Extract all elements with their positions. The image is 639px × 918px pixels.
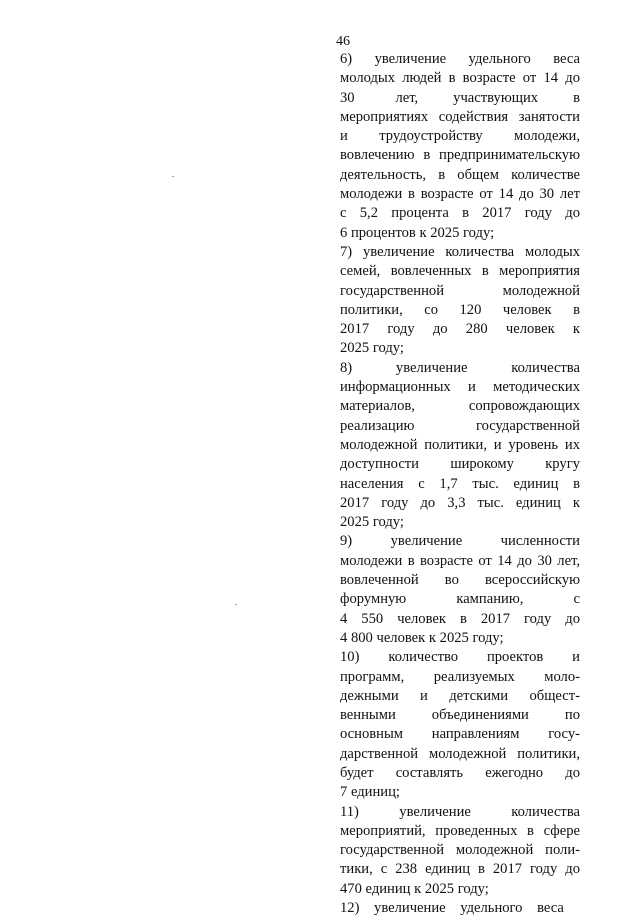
text-column — [340, 50, 580, 918]
text-line: 2025 году; — [340, 340, 404, 357]
text-line: дарственной молодежной политики, — [340, 745, 580, 762]
text-line: 6) увеличение удельного веса — [340, 51, 580, 67]
text-line: 4 800 человек к 2025 году; — [340, 629, 504, 646]
list-item — [340, 803, 580, 899]
page-number: 46 — [336, 34, 350, 49]
text-line: молодежи в возрасте от 14 до 30 лет — [340, 186, 580, 203]
text-line: 8) увеличение количества — [340, 359, 580, 376]
text-line: молодежи в возрасте от 14 до 30 лет, — [340, 552, 580, 569]
text-line: 12) увеличение удельного веса — [340, 900, 564, 917]
text-line: политики, со 120 человек в — [340, 301, 580, 318]
text-line: вовлеченной во всероссийскую — [340, 572, 580, 589]
text-line: форумную кампанию, с — [340, 591, 580, 608]
scan-speck — [235, 604, 237, 605]
text-line: 7 единиц; — [340, 784, 400, 801]
text-line: информационных и методических — [340, 379, 580, 396]
text-line: реализацию государственной — [340, 417, 580, 434]
scan-speck — [172, 176, 174, 177]
text-line: мероприятиях содействия занятости — [340, 108, 580, 125]
text-line: деятельность, в общем количестве — [340, 166, 580, 183]
text-line: 2017 году до 3,3 тыс. единиц к — [340, 494, 580, 511]
text-line: 9) увеличение численности — [340, 533, 580, 550]
text-line: государственной молодежной — [340, 282, 580, 299]
text-line: 6 процентов к 2025 году; — [340, 224, 495, 241]
text-line: материалов, сопровождающих — [340, 398, 580, 415]
text-line: 7) увеличение количества молодых — [340, 243, 580, 260]
text-line: тики, с 238 единиц в 2017 году до — [340, 861, 580, 878]
text-line: семей, вовлеченных в мероприятия — [340, 263, 580, 280]
text-line: вовлечению в предпринимательскую — [340, 147, 580, 164]
text-line: 11) увеличение количества — [340, 803, 580, 820]
text-line: 10) количество проектов и — [340, 649, 580, 666]
list-item — [340, 359, 580, 533]
text-line: венными объединениями по — [340, 707, 580, 724]
list-item — [340, 532, 580, 648]
text-line: доступности широкому кругу — [340, 456, 580, 473]
text-line: и трудоустройству молодежи, — [340, 128, 580, 145]
text-line: 2017 году до 280 человек к — [340, 321, 580, 338]
text-line: будет составлять ежегодно до — [340, 764, 580, 781]
text-line: 30 лет, участвующих в — [340, 89, 580, 106]
text-line: основным направлениям госу- — [340, 726, 580, 743]
text-line: 470 единиц к 2025 году; — [340, 880, 489, 897]
text-line: 4 550 человек в 2017 году до — [340, 610, 580, 627]
list-item — [340, 243, 580, 359]
text-line: государственной молодежной поли- — [340, 842, 580, 859]
text-line: молодых людей в возрасте от 14 до — [340, 70, 580, 87]
text-line: дежными и детскими общест- — [340, 687, 580, 704]
text-line: мероприятий, проведенных в сфере — [340, 822, 580, 839]
list-item — [340, 648, 580, 802]
text-line: молодежной политики, и уровень их — [340, 436, 580, 453]
text-line: программ, реализуемых моло- — [340, 668, 580, 685]
list-item — [340, 899, 580, 918]
text-line: с 5,2 процента в 2017 году до — [340, 205, 580, 222]
text-line: 2025 году; — [340, 514, 404, 531]
list-item — [340, 50, 580, 243]
text-line: населения с 1,7 тыс. единиц в — [340, 475, 580, 492]
